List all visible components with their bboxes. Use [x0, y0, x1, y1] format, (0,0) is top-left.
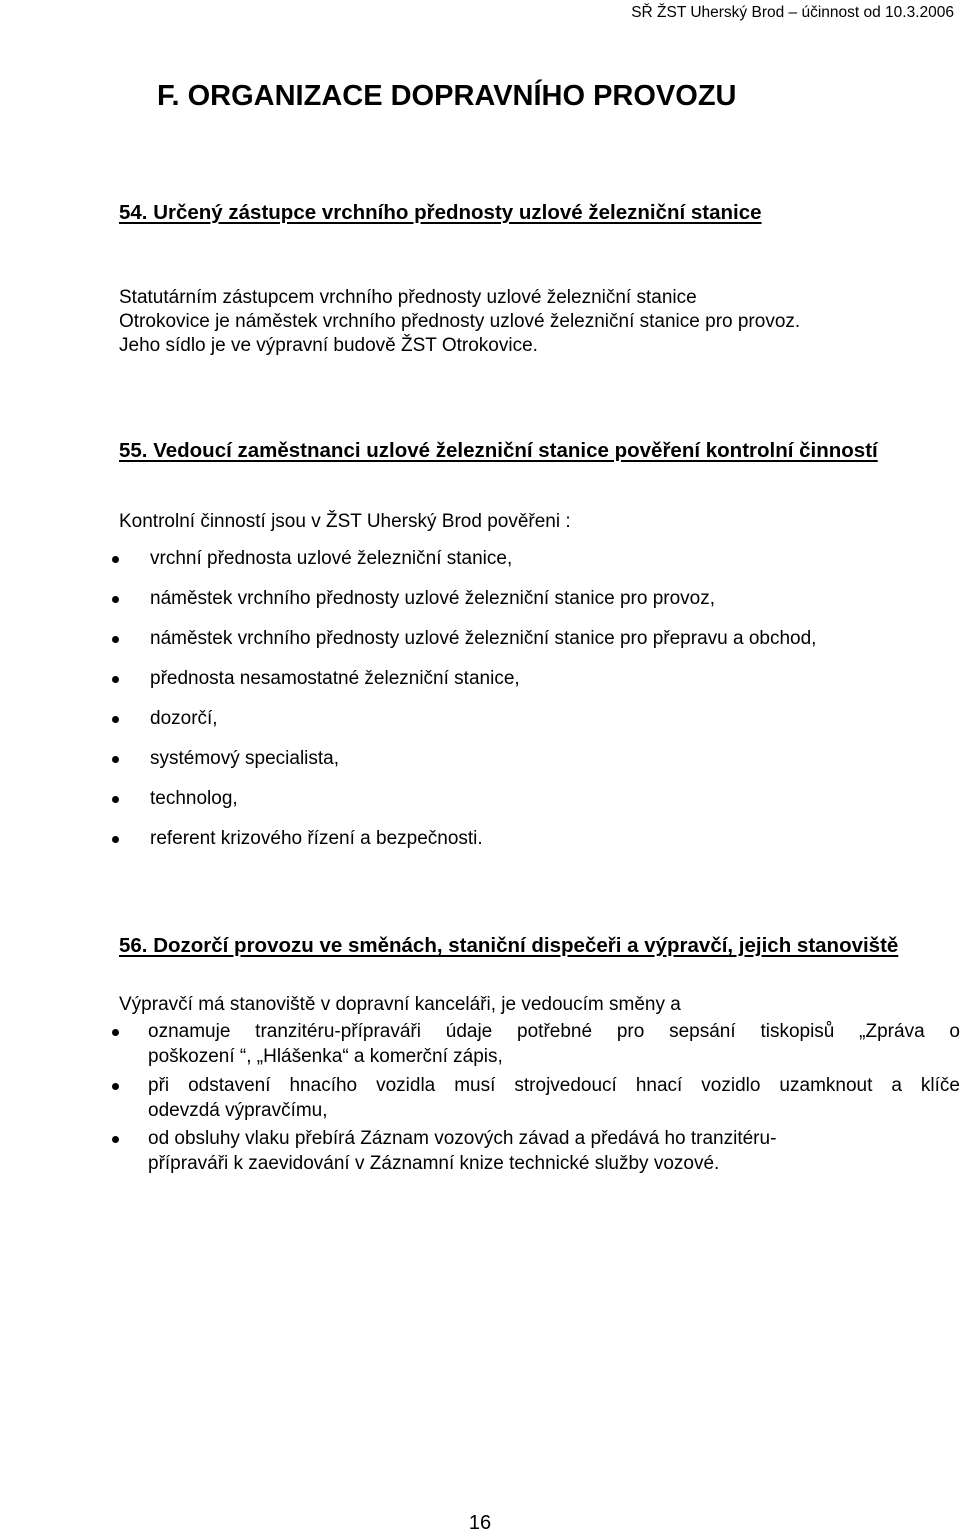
list-item: referent krizového řízení a bezpečnosti. — [150, 828, 483, 850]
list-item: přednosta nesamostatné železniční stanice, — [150, 668, 520, 690]
bullet-icon — [112, 756, 119, 763]
page-number: 16 — [468, 1512, 492, 1534]
list-item: technolog, — [150, 788, 238, 810]
running-header: SŘ ŽST Uherský Brod – účinnost od 10.3.2006 — [631, 4, 954, 21]
bullet-icon — [112, 1083, 119, 1090]
bullet-icon — [112, 556, 119, 563]
list-item: při odstavení hnacího vozidla musí strojvedoucí hnací vozidlo uzamknout a klíče odevzdá výpravčímu, — [148, 1073, 960, 1123]
section-54-paragraph — [119, 286, 800, 358]
paragraph-line: Statutárním zástupcem vrchního přednosty uzlové železniční stanice — [119, 287, 697, 308]
bullet-icon — [112, 796, 119, 803]
section-56-heading: 56. Dozorčí provozu ve směnách, staniční dispečeři a výpravčí, jejich stanoviště — [119, 934, 899, 957]
bullet-icon — [112, 1029, 119, 1036]
list-item: systémový specialista, — [150, 748, 339, 770]
section-55-heading: 55. Vedoucí zaměstnanci uzlové železniční stanice pověření kontrolní činností — [119, 439, 878, 462]
list-item: od obsluhy vlaku přebírá Záznam vozových závad a předává ho tranzitéru- přípraváři k zaevidování v Záznamní knize technické služby vozové. — [148, 1126, 960, 1176]
section-55-intro: Kontrolní činností jsou v ŽST Uherský Brod pověřeni : — [119, 511, 571, 532]
bullet-icon — [112, 716, 119, 723]
list-item: náměstek vrchního přednosty uzlové železniční stanice pro přepravu a obchod, — [150, 628, 816, 650]
paragraph-line: Otrokovice je náměstek vrchního přednosty uzlové železniční stanice pro provoz. — [119, 311, 801, 332]
list-item: náměstek vrchního přednosty uzlové železniční stanice pro provoz, — [150, 588, 715, 610]
bullet-icon — [112, 596, 119, 603]
section-56-intro: Výpravčí má stanoviště v dopravní kanceláři, je vedoucím směny a — [119, 994, 681, 1015]
section-54-heading: 54. Určený zástupce vrchního přednosty uzlové železniční stanice — [119, 201, 762, 224]
bullet-icon — [112, 676, 119, 683]
list-item: dozorčí, — [150, 708, 218, 730]
bullet-icon — [112, 836, 119, 843]
bullet-icon — [112, 636, 119, 643]
list-item: oznamuje tranzitéru-přípraváři údaje potřebné pro sepsání tiskopisů „Zpráva o poškození “, „Hlášenka“ a komerční zápis, — [148, 1019, 960, 1069]
list-item: vrchní přednosta uzlové železniční stanice, — [150, 548, 512, 570]
chapter-title: F. ORGANIZACE DOPRAVNÍHO PROVOZU — [157, 80, 737, 112]
bullet-icon — [112, 1136, 119, 1143]
paragraph-line: Jeho sídlo je ve výpravní budově ŽST Otrokovice. — [119, 335, 538, 356]
